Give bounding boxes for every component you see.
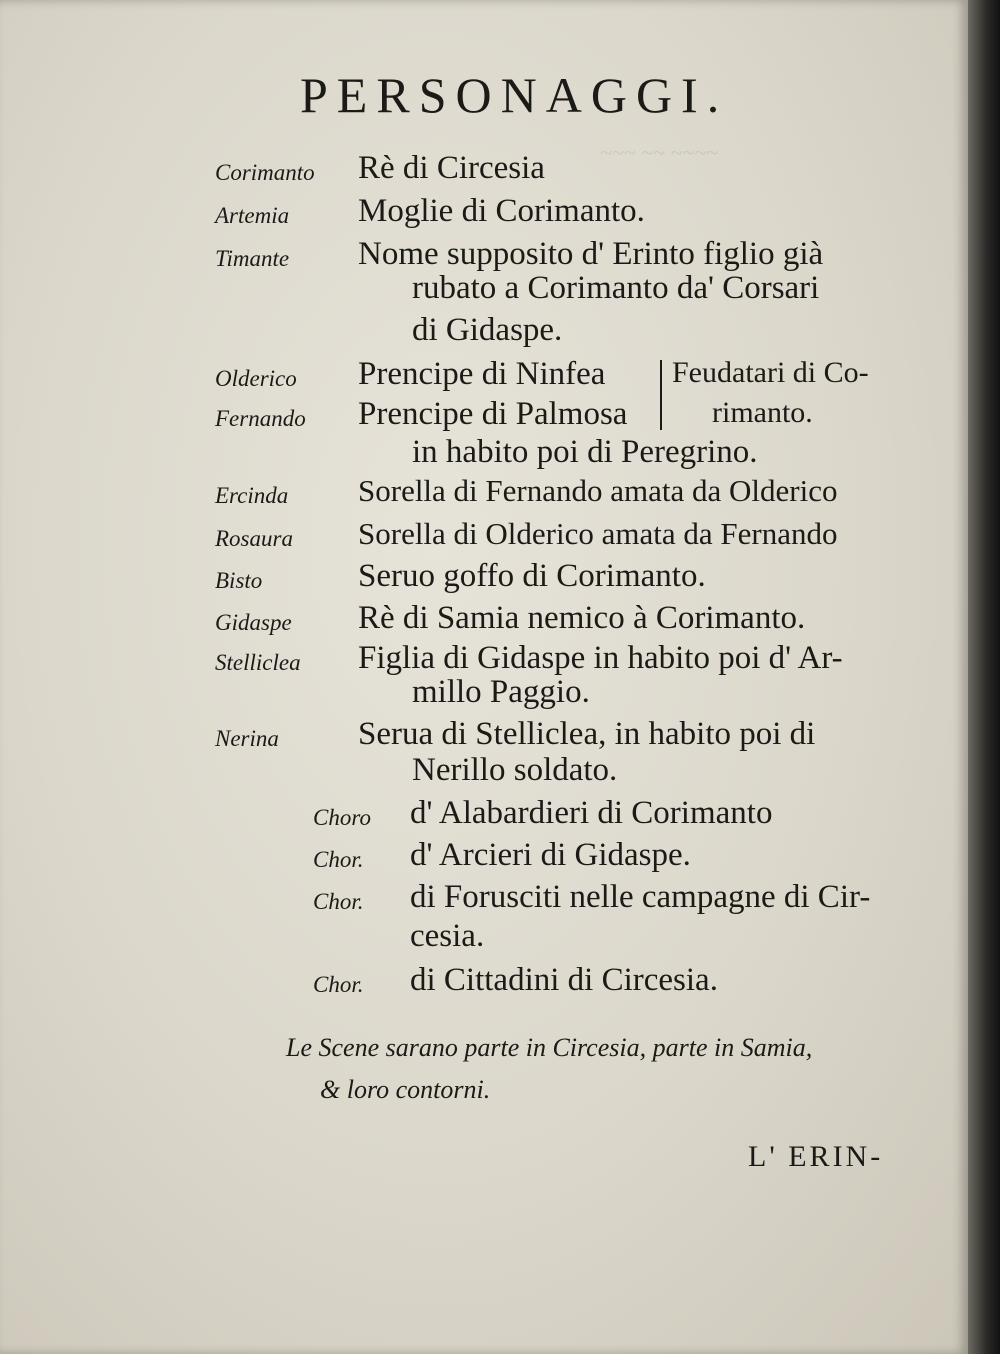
chorus-desc: d' Arcieri di Gidaspe.: [410, 837, 691, 873]
scene-note-line: & loro contorni.: [320, 1075, 491, 1104]
chorus-name: Chor.: [313, 972, 364, 997]
chorus-desc: di Forusciti nelle campagne di Cir-: [410, 879, 871, 915]
page-title: PERSONAGGI.: [300, 67, 729, 123]
character-desc: Rè di Samia nemico à Corimanto.: [358, 600, 806, 636]
character-desc: Moglie di Corimanto.: [358, 193, 645, 229]
character-name: Ercinda: [215, 483, 289, 508]
chorus-desc: d' Alabardieri di Corimanto: [410, 795, 773, 831]
character-desc: Figlia di Gidaspe in habito poi d' Ar-: [358, 640, 843, 676]
character-desc: Rè di Circesia: [358, 150, 545, 186]
chorus-name: Chor.: [313, 847, 364, 872]
scene-note-line: Le Scene sarano parte in Circesia, parte in Samia,: [286, 1033, 813, 1062]
character-desc: Sorella di Olderico amata da Fernando: [358, 516, 838, 551]
character-name: Bisto: [215, 568, 263, 593]
character-side-note: Feudatari di Co-: [672, 356, 869, 389]
character-desc-continued: rubato a Corimanto da' Corsari: [412, 270, 820, 306]
character-name: Olderico: [215, 366, 297, 391]
bleed-through-text: ~~~ ~~ ~~~~: [600, 140, 719, 165]
character-desc: Serua di Stelliclea, in habito poi di: [358, 716, 816, 752]
chorus-desc-continued: cesia.: [410, 918, 485, 954]
chorus-name: Chor.: [313, 889, 364, 914]
chorus-name: Choro: [313, 805, 371, 830]
character-name: Gidaspe: [215, 610, 292, 635]
character-name: Fernando: [215, 406, 306, 431]
character-desc-continued: millo Paggio.: [412, 674, 590, 710]
character-name: Rosaura: [215, 526, 293, 551]
character-name: Artemia: [215, 203, 290, 228]
character-desc: Nome supposito d' Erinto figlio già: [358, 236, 824, 272]
character-side-note: rimanto.: [712, 396, 813, 429]
character-desc: Seruo goffo di Corimanto.: [358, 558, 706, 594]
character-name: Corimanto: [215, 160, 315, 185]
catchword: L' ERIN-: [748, 1140, 884, 1173]
book-gutter: [968, 0, 1000, 1354]
grouping-brace: [660, 360, 670, 430]
character-desc-continued: in habito poi di Peregrino.: [412, 434, 758, 470]
character-desc-continued: Nerillo soldato.: [412, 752, 618, 788]
character-name: Stelliclea: [215, 650, 301, 675]
character-desc: Prencipe di Palmosa: [358, 396, 628, 432]
character-desc: Prencipe di Ninfea: [358, 356, 606, 392]
character-desc-continued: di Gidaspe.: [412, 312, 563, 348]
character-name: Nerina: [215, 726, 279, 751]
character-desc: Sorella di Fernando amata da Olderico: [358, 473, 838, 508]
chorus-desc: di Cittadini di Circesia.: [410, 962, 718, 998]
character-name: Timante: [215, 246, 290, 271]
